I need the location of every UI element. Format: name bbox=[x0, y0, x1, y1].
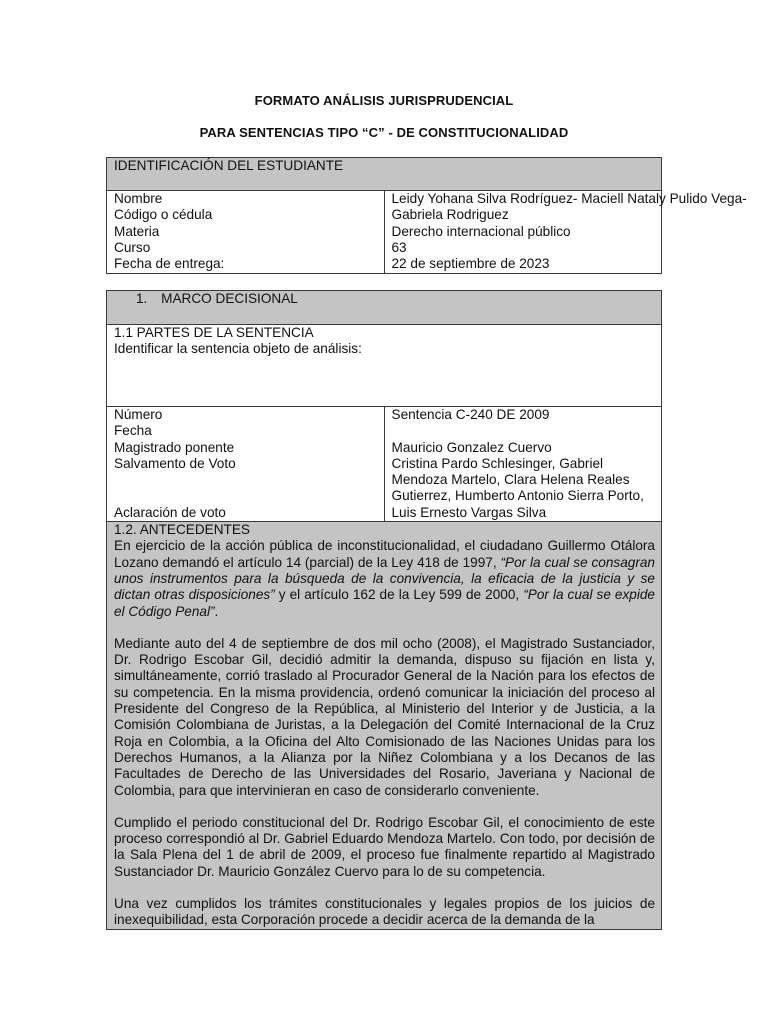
label-codigo: Código o cédula bbox=[114, 207, 213, 223]
label-fecha: Fecha bbox=[114, 423, 152, 439]
label-numero: Número bbox=[114, 407, 163, 422]
sentencia-values-cell bbox=[384, 407, 662, 522]
value-numero: Sentencia C-240 DE 2009 bbox=[391, 407, 550, 422]
value-nombre-line1: Leidy Yohana Silva Rodríguez- Maciell Nataly Pulido Vega- bbox=[391, 191, 747, 206]
p1-text-c: y el artículo 162 de la Ley 599 de 2000, bbox=[274, 587, 524, 603]
label-curso: Curso bbox=[114, 239, 151, 255]
partes-sentencia-cell bbox=[107, 325, 662, 407]
marco-decisional-table bbox=[106, 290, 662, 930]
student-labels-cell bbox=[107, 191, 385, 274]
label-salvamento: Salvamento de Voto bbox=[114, 455, 236, 471]
section-title: MARCO DECISIONAL bbox=[161, 291, 298, 306]
p1-quote-codigo-penal: “Por la cual se expide el Código Penal” bbox=[114, 587, 655, 619]
value-salvamento: Cristina Pardo Schlesinger, Gabriel Mendoza Martelo, Clara Helena Reales Gutierrez, Humberto Antonio Sierra Porto, Luis Ernesto Vargas Silva bbox=[391, 455, 644, 520]
antecedentes-paragraph-2: Mediante auto del 4 de septiembre de dos mil ocho (2008), el Magistrado Sustanciador, Dr. Rodrigo Escobar Gil, decidió admitir la demanda, dispuso su fijación en lista y, simultáneamente, corrió traslado al Procurador General de la Nación para los efectos de su competencia. En la misma providencia, ordenó comunicar la iniciación del proceso al Presidente del Congreso de la República, al Ministerio del Interior y de Justicia, a la Comisión Colombiana de Juristas, a la Delegación del Comité Internacional de la Cruz Roja en Colombia, a la Oficina del Alto Comisionado de las Naciones Unidas para los Derechos Humanos, a la Alianza por la Niñez Colombiana y a los Decanos de las Facultades de Derecho de las Universidades del Rosario, Javeriana y Nacional de Colombia, para que intervinieran en caso de considerarlo conveniente. bbox=[114, 635, 655, 798]
p1-text-a: En ejercicio de la acción pública de inconstitucionalidad, el ciudadano Guillermo Otálora Lozano demandó el artículo 14 (parcial) de la Ley 418 de 1997, bbox=[114, 538, 655, 570]
antecedentes-paragraph-3: Cumplido el periodo constitucional del Dr. Rodrigo Escobar Gil, el conocimiento de este proceso correspondió al Dr. Gabriel Eduardo Mendoza Martelo. Con todo, por decisión de la Sala Plena del 1 de abril de 2009, el proceso fue finalmente repartido al Magistrado Sustanciador Dr. Mauricio González Cuervo para lo de su competencia. bbox=[114, 814, 655, 879]
label-aclaracion: Aclaración de voto bbox=[114, 504, 226, 520]
label-nombre: Nombre bbox=[114, 191, 163, 206]
student-section-heading: IDENTIFICACIÓN DEL ESTUDIANTE bbox=[107, 158, 662, 191]
label-materia: Materia bbox=[114, 223, 160, 239]
value-fecha bbox=[392, 423, 656, 439]
label-magistrado: Magistrado ponente bbox=[114, 439, 235, 455]
antecedentes-paragraph-1 bbox=[114, 538, 655, 619]
antecedentes-heading: 1.2. ANTECEDENTES bbox=[114, 522, 250, 538]
label-fecha-entrega: Fecha de entrega: bbox=[114, 256, 225, 272]
partes-instruction: Identificar la sentencia objeto de análisis: bbox=[114, 341, 362, 357]
value-materia: Derecho internacional público bbox=[391, 223, 571, 239]
value-magistrado: Mauricio Gonzalez Cuervo bbox=[391, 439, 552, 455]
section-number: 1. bbox=[136, 291, 148, 306]
antecedentes-paragraph-4: Una vez cumplidos los trámites constitucionales y legales propios de los juicios de inexequibilidad, esta Corporación procede a decidir acerca de la demanda de la bbox=[114, 896, 655, 928]
value-curso: 63 bbox=[391, 239, 407, 255]
student-identification-table bbox=[106, 157, 747, 274]
antecedentes-cell bbox=[107, 522, 662, 930]
sentencia-labels-cell bbox=[107, 407, 385, 522]
value-fecha-entrega: 22 de septiembre de 2023 bbox=[391, 256, 550, 272]
marco-decisional-heading bbox=[107, 291, 662, 325]
document-subtitle: PARA SENTENCIAS TIPO “C” - DE CONSTITUCIONALIDAD bbox=[199, 125, 569, 140]
partes-heading: 1.1 PARTES DE LA SENTENCIA bbox=[114, 325, 314, 340]
document-title: FORMATO ANÁLISIS JURISPRUDENCIAL bbox=[254, 93, 514, 108]
value-nombre-line2: Gabriela Rodriguez bbox=[391, 207, 509, 223]
student-values-cell bbox=[384, 191, 747, 274]
p1-text-e: . bbox=[214, 603, 219, 619]
p1-quote-ley-418: “Por la cual se consagran unos instrumentos para la búsqueda de la convivencia, la eficacia de la justicia y se dictan otras disposiciones” bbox=[114, 554, 655, 603]
